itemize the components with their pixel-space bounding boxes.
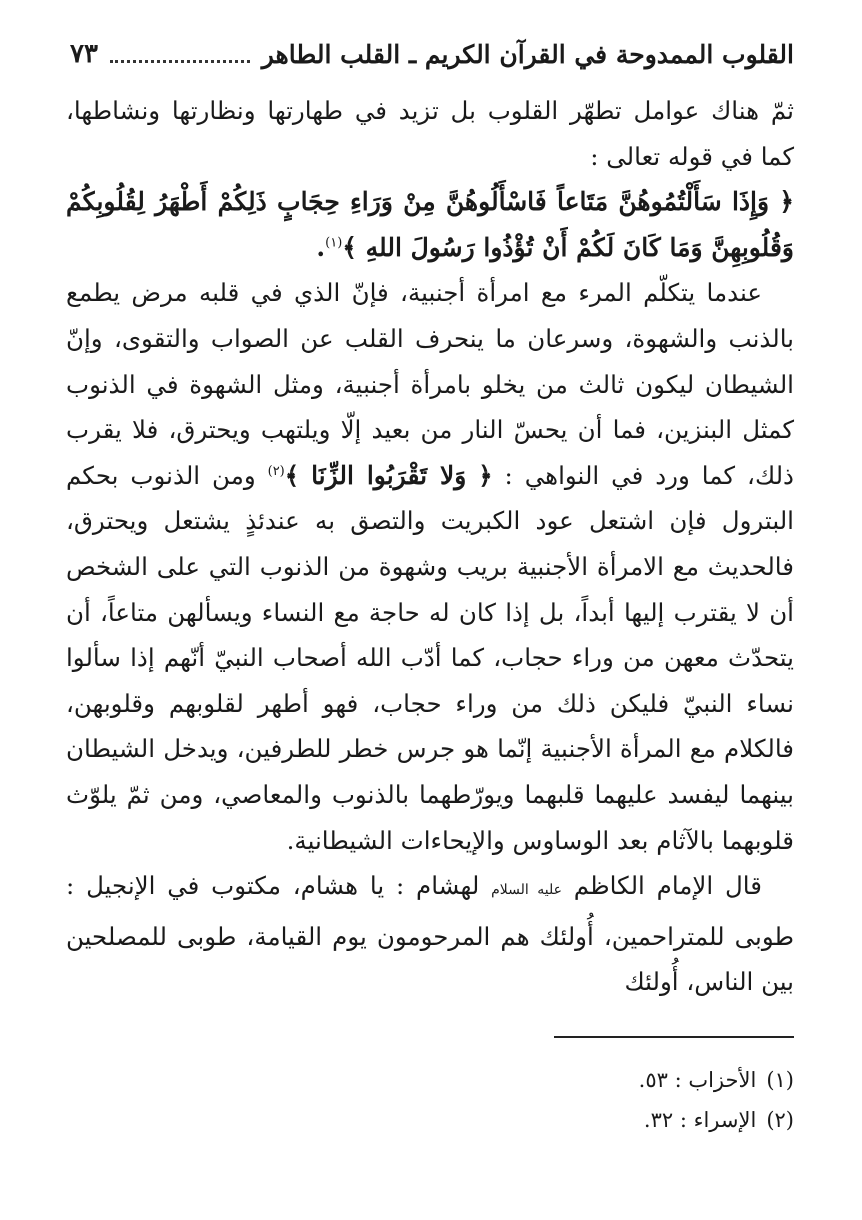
hadith-intro: قال الإمام الكاظم xyxy=(573,871,762,901)
footnote-ref-2: (٢) xyxy=(267,463,285,479)
verse-2-open-bracket: ﴿ xyxy=(478,460,493,490)
verse-2-text: وَلا تَقْرَبُوا الزِّنَا xyxy=(311,460,467,490)
footnote-2 xyxy=(400,1100,794,1140)
main-text-part-2: ومن الذنوب بحكم البترول فإن اشتعل عود الكبريت والتصق به عندئذٍ يشتعل ويحترق، فالحديث مع الامرأة الأجنبية بريب وشهوة من الذنوب التي على الشخص أن لا يقترب إليها أبداً، بل إذا كان له حاجة مع النساء ويسألهن متاعاً، أن يتحدّث معهن من وراء حجاب، كما أدّب الله أصحاب النبيّ أنّهم إذا سألوا نساء النبيّ فليكن ذلك من وراء حجاب، فهو أطهر لقلوبهم وقلوبهن، فالكلام مع المرأة الأجنبية إنّما هو جرس خطر للطرفين، ويدخل الشيطان بينهما ليفسد عليهما قلبهما ويورّطهما بالذنوب والمعاصي، ومن ثمّ يلوّث قلوبهما بالآثام بعد الوساوس والإيحاءات الشيطانية. xyxy=(66,460,794,855)
footnote-separator xyxy=(554,1036,794,1038)
footnote-ref-1: (١) xyxy=(325,235,343,251)
page-number: ٧٣ xyxy=(70,39,98,69)
footnote-1-text: الأحزاب : ٥٣. xyxy=(638,1068,757,1092)
footnote-1 xyxy=(400,1060,794,1100)
footnote-2-text: الإسراء : ٣٢. xyxy=(643,1108,757,1132)
main-text-part-1: عندما يتكلّم المرء مع امرأة أجنبية، فإنّ الذي في قلبه مرض يطمع بالذنب والشهوة، وسرعان ما ينحرف القلب عن الصواب والتقوى، وإنّ الشيطان ليكون ثالث من يخلو بامرأة أجنبية، ومثل الشهوة في الذنوب كمثل البنزين، فما أن يحسّ النار من بعيد إلّا ويلتهب ويحترق، فلا يقرب ذلك، كما ورد في النواهي : xyxy=(66,278,794,490)
verse-1-text: وَإِذَا سَأَلْتُمُوهُنَّ مَتَاعاً فَاسْأَلُوهُنَّ مِنْ وَرَاءِ حِجَابٍ ذَلِكُمْ أَطْهَرُ لِقُلُوبِكُمْ وَقُلُوبِهِنَّ وَمَا كَانَ لَكُمْ أَنْ تُؤْذُوا رَسُولَ اللهِ xyxy=(66,187,794,262)
footnote-2-number: (٢) xyxy=(766,1108,794,1132)
paragraph-main xyxy=(66,270,794,863)
intro-text: ثمّ هناك عوامل تطهّر القلوب بل تزيد في طهارتها ونظارتها ونشاطها، كما في قوله تعالى : xyxy=(66,96,794,171)
paragraph-intro xyxy=(66,88,794,179)
verse-open-bracket: ﴿ xyxy=(779,187,794,217)
page-header xyxy=(70,34,794,74)
main-text xyxy=(66,88,794,1005)
paragraph-hadith xyxy=(66,863,794,1005)
verse-close-bracket: ﴾ xyxy=(342,232,357,262)
hadith-text: لهشام : يا هشام، مكتوب في الإنجيل : طوبى للمتراحمين، أُولئك هم المرحومون يوم القيامة، طوبى للمصلحين بين الناس، أُولئك xyxy=(66,871,794,997)
dotted-leader xyxy=(110,46,250,63)
verse-2-close-bracket: ﴾ xyxy=(284,460,300,490)
footnote-1-number: (١) xyxy=(766,1068,794,1092)
honorific-glyph: عليه السلام xyxy=(491,882,562,899)
quran-verse-1: ﴿ وَإِذَا سَأَلْتُمُوهُنَّ مَتَاعاً فَاسْأَلُوهُنَّ مِنْ وَرَاءِ حِجَابٍ ذَلِكُمْ أَطْهَرُ لِقُلُوبِكُمْ وَقُلُوبِهِنَّ وَمَا كَانَ لَكُمْ أَنْ تُؤْذُوا رَسُولَ اللهِ ﴾$^{(١)}$. xyxy=(66,187,794,262)
footnotes xyxy=(400,1060,794,1140)
running-title: القلوب الممدوحة في القرآن الكريم ـ القلب الطاهر xyxy=(261,39,794,69)
